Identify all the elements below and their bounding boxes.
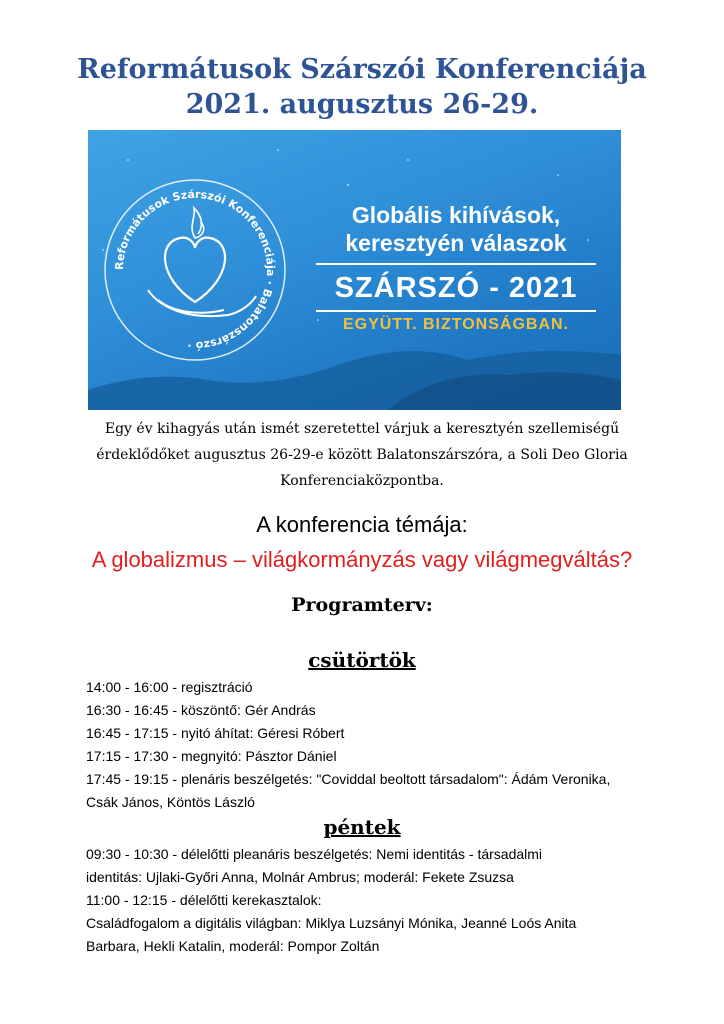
event-date: 2021. augusztus 26-29. xyxy=(185,89,539,120)
banner-year: SZÁRSZÓ - 2021 xyxy=(334,272,578,304)
program-line: 14:00 - 16:00 - regisztráció xyxy=(86,679,253,695)
banner-graphic xyxy=(88,130,621,410)
banner-headline-2: keresztyén válaszok xyxy=(345,230,567,256)
program-line: 11:00 - 12:15 - délelőtti kerekasztalok: xyxy=(86,892,322,908)
program-line: Csák János, Köntös László xyxy=(86,794,255,810)
banner-divider xyxy=(316,263,596,265)
program-line: 16:45 - 17:15 - nyitó áhítat: Géresi Róbert xyxy=(86,725,345,741)
hand-icon xyxy=(148,290,256,316)
day-heading-thursday: csütörtök xyxy=(308,648,416,672)
theme-label: A konferencia témája: xyxy=(256,512,468,537)
program-line: 17:45 - 19:15 - plenáris beszélgetés: "Coviddal beoltott társadalom": Ádám Veronika, xyxy=(86,771,611,787)
program-line: identitás: Ujlaki-Győri Anna, Molnár Ambrus; moderál: Fekete Zsuzsa xyxy=(86,869,514,885)
day-heading-friday: péntek xyxy=(323,815,401,839)
intro-text: érdeklődőket augusztus 26-29-e között Balatonszárszóra, a Soli Deo Gloria xyxy=(96,447,628,463)
banner-divider xyxy=(316,310,596,312)
logo-ring-icon xyxy=(105,180,285,360)
logo-ring-text: Reformátusok Szárszói Konferenciája · Balatonszárszó · xyxy=(112,187,278,353)
program-line: 17:15 - 17:30 - megnyitó: Pásztor Dániel xyxy=(86,748,337,764)
program-line: Családfogalom a digitális világban: Miklya Luzsányi Mónika, Jeanné Loós Anita xyxy=(86,915,577,931)
program-line: Barbara, Hekli Katalin, moderál: Pompor Zoltán xyxy=(86,938,380,954)
banner-headline-1: Globális kihívások, xyxy=(351,202,561,228)
intro-text: Konferenciaközpontba. xyxy=(280,473,444,489)
banner-slogan: EGYÜTT. BIZTONSÁGBAN. xyxy=(342,316,570,333)
theme-title: A globalizmus – világkormányzás vagy világmegváltás? xyxy=(91,547,633,572)
page-title: Reformátusok Szárszói Konferenciája xyxy=(77,54,647,85)
flame-icon xyxy=(192,208,204,238)
conference-banner xyxy=(88,130,621,410)
heart-icon xyxy=(165,238,225,302)
program-heading: Programterv: xyxy=(291,594,433,616)
program-line: 16:30 - 16:45 - köszöntő: Gér András xyxy=(86,702,316,718)
program-line: 09:30 - 10:30 - délelőtti pleanáris beszélgetés: Nemi identitás - társadalmi xyxy=(86,846,543,862)
intro-text: Egy év kihagyás után ismét szeretettel várjuk a keresztyén szellemiségű xyxy=(104,421,620,437)
